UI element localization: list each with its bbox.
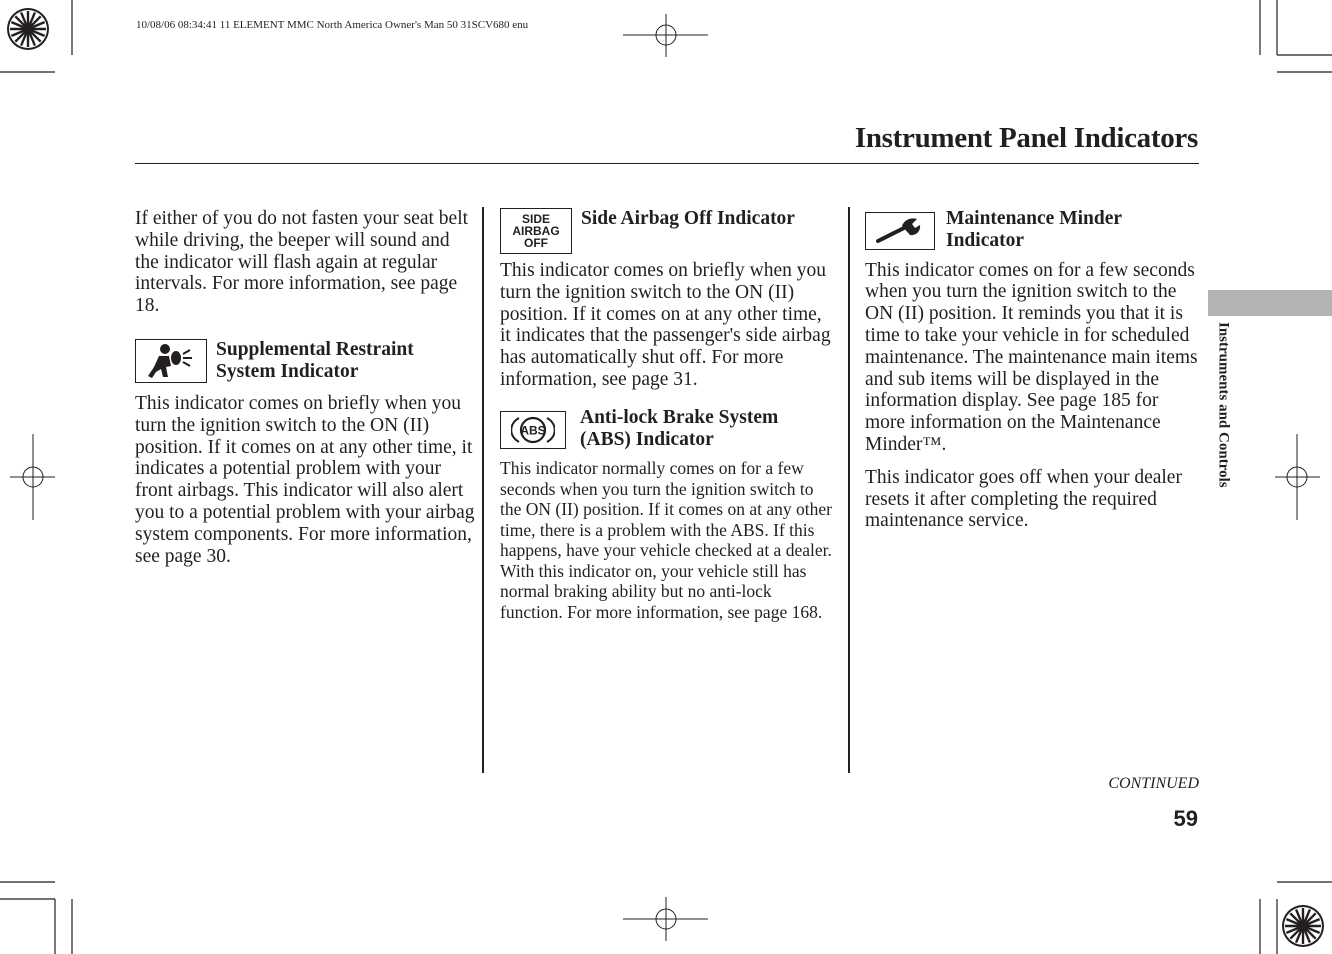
side-airbag-icon-line-1: SIDE: [521, 212, 550, 226]
side-airbag-indicator-title: Side Airbag Off Indicator: [581, 208, 795, 229]
abs-icon: [500, 411, 566, 449]
srs-indicator-body: This indicator comes on briefly when you turn the ignition switch to the ON (II) position. If it comes on at any other time, it indicates a potential problem with your front airbags. This indicator will also alert you to a potential problem with your airbag system components. For more information, see page 30.: [135, 392, 475, 567]
srs-indicator-title: Supplemental Restraint System Indicator: [216, 338, 414, 382]
maintenance-minder-heading: [865, 208, 1201, 252]
title-rule: [135, 163, 1199, 164]
side-airbag-indicator-heading: [500, 208, 834, 254]
section-side-tab: [1208, 290, 1332, 316]
srs-indicator-heading: [135, 337, 475, 383]
page-number: 59: [1173, 806, 1198, 831]
section-side-label: [1203, 322, 1243, 532]
maintenance-minder-title: Maintenance Minder Indicator: [946, 208, 1122, 251]
seatbelt-intro-text: If either of you do not fasten your seat belt while driving, the beeper will sound and the indicator will flash again at regular intervals. For more information, see page 18.: [135, 208, 469, 317]
side-airbag-off-icon: [500, 208, 572, 254]
side-airbag-icon-line-2: AIRBAG: [512, 224, 560, 238]
airbag-person-icon: [135, 339, 207, 383]
abs-indicator-heading: [500, 407, 834, 451]
abs-indicator-body: This indicator normally comes on for a few seconds when you turn the ignition switch to the ON (II) position. If it comes on at any other time, there is a problem with the ABS. If this happens, have your vehicle checked at a dealer. With this indicator on, your vehicle still has normal braking ability but no anti-lock function. For more information, see page 168.: [500, 458, 832, 622]
column-divider-2: [848, 207, 850, 773]
column-2: [500, 208, 834, 622]
print-metadata: 10/08/06 08:34:41 11 ELEMENT MMC North America Owner's Man 50 31SCV680 enu: [136, 19, 529, 31]
side-airbag-icon-line-3: OFF: [524, 236, 548, 250]
continued-label: CONTINUED: [1108, 775, 1199, 792]
side-airbag-indicator-body: This indicator comes on briefly when you turn the ignition switch to the ON (II) position. If it comes on at any other time, it indicates that the passenger's side airbag has automatically shut off. For more information, see page 31.: [500, 260, 831, 390]
maintenance-minder-body-2: This indicator goes off when your dealer resets it after completing the required maintenance service.: [865, 466, 1182, 532]
wrench-icon: [865, 212, 935, 250]
section-side-label-text: Instruments and Controls: [1215, 322, 1232, 488]
column-1: [135, 208, 475, 567]
page-title: Instrument Panel Indicators: [854, 122, 1198, 154]
abs-indicator-title: Anti-lock Brake System (ABS) Indicator: [580, 406, 779, 450]
maintenance-minder-body: This indicator comes on for a few seconds when you turn the ignition switch to the ON (II) position. It reminds you that it is time to take your vehicle in for scheduled maintenance. The maintenance main items and sub items will be displayed in the information display. See page 185 for more information on the Maintenance Minder™.: [865, 259, 1198, 455]
column-divider-1: [482, 207, 484, 773]
column-3: [865, 208, 1201, 532]
abs-icon-label: ABS: [520, 423, 546, 438]
